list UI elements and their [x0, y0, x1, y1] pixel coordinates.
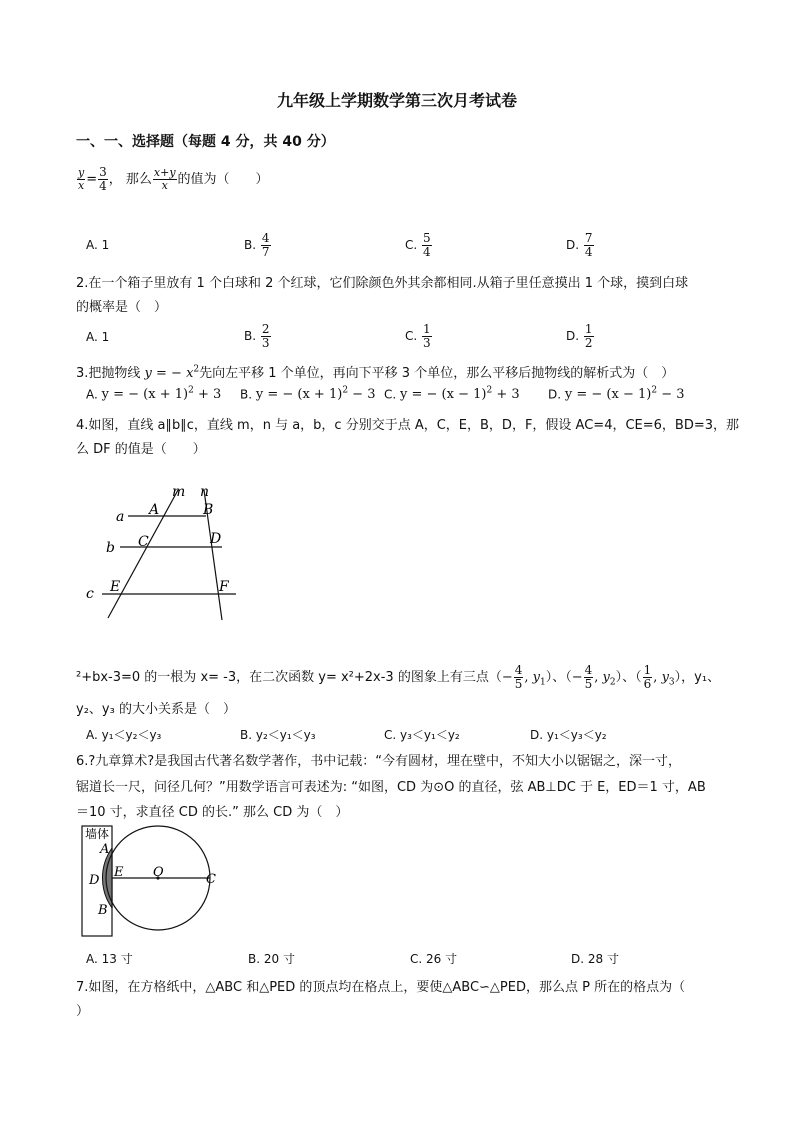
q5-option-b[interactable]: B. y₂＜y₁＜y₃ [240, 728, 316, 742]
q2-option-d[interactable]: D. $\frac{1}{2}$ [566, 322, 593, 350]
q6-option-d[interactable]: D. 28 寸 [571, 952, 619, 966]
label-A: A [100, 842, 110, 857]
q2-option-c[interactable]: C. $\frac{1}{3}$ [405, 322, 431, 350]
label-E: E [114, 865, 124, 880]
parallel-lines-figure [76, 476, 256, 632]
question-5-line-2: y₂、y₃ 的大小关系是（ ） [76, 702, 236, 717]
question-2-line-2: 的概率是（ ） [76, 300, 168, 315]
label-b: b [106, 540, 115, 556]
question-6-line-2: 锯道长一尺，问径几何？”用数学语言可表述为: “如图，CD 为⊙O 的直径，弦 AB⊥DC 于 E，ED＝1 寸，AB [76, 780, 706, 795]
label-m: m [172, 484, 186, 500]
label-C: C [138, 534, 149, 550]
question-3-stem: 3.把抛物线 y = − $x^2$先向左平移 1 个单位，再向下平移 3 个单位，那么平移后抛物线的解析式为（ ） [76, 364, 675, 381]
question-7-line-2: ） [76, 1004, 90, 1019]
question-6-line-1: 6.?九章算术?是我国古代著名数学著作，书中记载：“今有圆材，埋在壁中，不知大小以锯锯之，深一寸， [76, 754, 681, 769]
q5-option-a[interactable]: A. y₁＜y₂＜y₃ [86, 728, 162, 742]
question-7-line-1: 7.如图，在方格纸中，△ABC 和△PED 的顶点均在格点上，要使△ABC∽△PED，那么点 P 所在的格点为（ [76, 980, 686, 995]
q1-option-b[interactable]: B. $\frac{4}{7}$ [244, 231, 270, 259]
q1-option-d[interactable]: D. $\frac{7}{4}$ [566, 231, 593, 259]
question-4-line-1: 4.如图，直线 a∥b∥c，直线 m，n 与 a，b，c 分别交于点 A，C，E，B，D，F，假设 AC=4，CE=6，BD=3，那 [76, 418, 740, 433]
q3-option-c[interactable]: C. y = − $(x - 1)^2 + 3$ [384, 386, 520, 403]
label-B: B [98, 903, 108, 918]
q1-option-c[interactable]: C. $\frac{5}{4}$ [405, 231, 431, 259]
fraction: $\frac{x+y}{x}$ [153, 166, 176, 192]
q5-option-d[interactable]: D. y₁＜y₃＜y₂ [530, 728, 607, 742]
label-D: D [210, 531, 222, 547]
q1-option-a[interactable]: A. 1 [86, 238, 110, 252]
label-C: C [206, 872, 216, 887]
q2-option-a[interactable]: A. 1 [86, 330, 110, 344]
label-c: c [86, 586, 94, 602]
label-wall: 墙体 [85, 827, 110, 841]
question-2-line-1: 2.在一个箱子里放有 1 个白球和 2 个红球，它们除颜色外其余都相同.从箱子里任意摸出 1 个球，摸到白球 [76, 276, 689, 291]
q3-option-d[interactable]: D. y = − $(x - 1)^2 - 3$ [548, 386, 685, 403]
question-5-line-1: ²+bx-3=0 的一根为 x= -3，在二次函数 y= x²+2x-3 的图象上有三点（− $\frac{4}{5}$ , $y_1$）、（− $\frac{4}{5}$ , $y_2$）、（ $\frac{1}{6}$ , $y_3$），y₁、 [76, 663, 721, 691]
fraction: $\frac{3}{4}$ [99, 165, 107, 193]
question-4-line-2: 么 DF 的值是（ ） [76, 442, 206, 457]
label-n: n [200, 484, 210, 500]
label-E: E [110, 579, 121, 595]
circle-in-wall-figure [76, 820, 226, 945]
label-a: a [116, 509, 125, 525]
question-6-line-3: ＝10 寸，求直径 CD 的长.” 那么 CD 为（ ） [76, 805, 349, 820]
label-A: A [149, 502, 160, 518]
label-D: D [89, 873, 100, 888]
page-title: 九年级上学期数学第三次月考试卷 [276, 91, 517, 110]
q6-option-a[interactable]: A. 13 寸 [86, 952, 133, 966]
label-O: O [153, 865, 164, 880]
label-B: B [203, 502, 214, 518]
question-1-stem: $\frac{y}{x}$ = $\frac{3}{4}$ ， 那么 $\frac{x+y}{x}$ 的值为（ ） [78, 165, 269, 193]
fraction: $\frac{y}{x}$ [78, 166, 85, 192]
q3-option-b[interactable]: B. y = − $(x + 1)^2 - 3$ [240, 386, 376, 403]
section-heading: 一、一、选择题（每题 4 分，共 40 分） [76, 134, 335, 150]
q3-option-a[interactable]: A. y = − $(x + 1)^2 + 3$ [86, 386, 222, 403]
q6-option-b[interactable]: B. 20 寸 [248, 952, 295, 966]
q2-option-b[interactable]: B. $\frac{2}{3}$ [244, 322, 270, 350]
q5-option-c[interactable]: C. y₃＜y₁＜y₂ [384, 728, 460, 742]
q6-option-c[interactable]: C. 26 寸 [410, 952, 458, 966]
label-F: F [219, 579, 229, 595]
